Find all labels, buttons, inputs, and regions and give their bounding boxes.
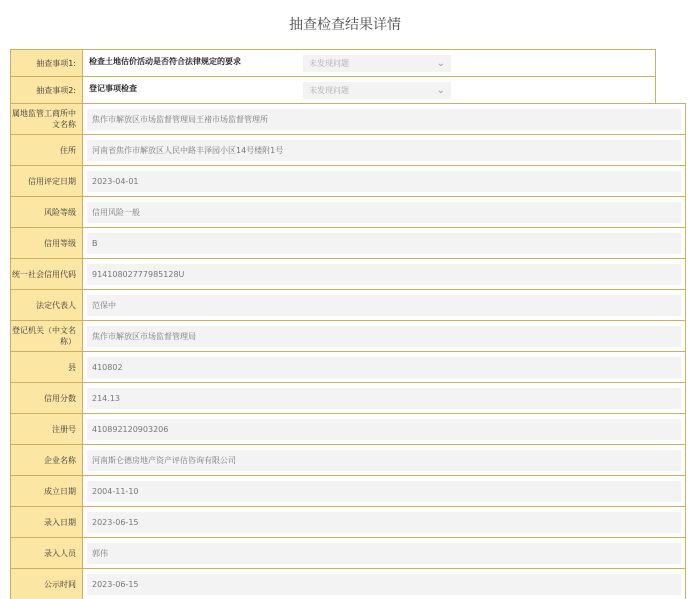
check-result-value: 未发现问题 <box>309 85 349 95</box>
detail-row <box>10 537 686 568</box>
detail-label: 成立日期 <box>11 476 83 506</box>
detail-value-cell <box>83 104 685 134</box>
detail-value-field: 郭伟 <box>87 543 681 564</box>
check-item-text: 检查土地估价活动是否符合法律规定的要求 <box>89 57 241 66</box>
detail-value-cell <box>83 259 685 289</box>
check-item-row-1 <box>10 49 656 76</box>
detail-value-field: 2023-06-15 <box>87 512 681 533</box>
detail-value-field: 焦作市解放区市场监督管理局王褚市场监督管理所 <box>87 109 681 130</box>
detail-value-field: B <box>87 233 681 254</box>
detail-label: 信用分数 <box>11 383 83 413</box>
detail-row <box>10 382 686 413</box>
detail-label: 信用评定日期 <box>11 166 83 196</box>
detail-row <box>10 320 686 351</box>
detail-value-cell <box>83 476 685 506</box>
detail-row <box>10 444 686 475</box>
detail-value-cell <box>83 228 685 258</box>
check-item-label: 抽查事项2: <box>11 77 83 103</box>
chevron-down-icon: ⌄ <box>436 84 445 96</box>
detail-value-field: 河南省焦作市解放区人民中路丰泽园小区14号楼附1号 <box>87 140 681 161</box>
detail-value-field: 河南斯仑德房地产资产评估咨询有限公司 <box>87 450 681 471</box>
check-result-select[interactable] <box>303 82 451 99</box>
detail-value-cell <box>83 135 685 165</box>
check-item-body <box>83 50 655 76</box>
check-item-text: 登记事项检查 <box>89 84 137 93</box>
detail-row <box>10 289 686 320</box>
detail-value-cell <box>83 290 685 320</box>
detail-value-field: 2023-06-15 <box>87 574 681 595</box>
detail-row <box>10 134 686 165</box>
detail-label: 登记机关（中文名称） <box>11 321 83 351</box>
detail-label: 企业名称 <box>11 445 83 475</box>
detail-label: 录入日期 <box>11 507 83 537</box>
page-title: 抽查检查结果详情 <box>289 17 401 33</box>
detail-label: 风险等级 <box>11 197 83 227</box>
detail-row <box>10 165 686 196</box>
detail-row <box>10 103 686 134</box>
detail-value-field: 410892120903206 <box>87 419 681 440</box>
detail-label: 注册号 <box>11 414 83 444</box>
check-result-value: 未发现问题 <box>309 58 349 68</box>
check-result-select[interactable] <box>303 55 451 72</box>
detail-value-cell <box>83 321 685 351</box>
detail-row <box>10 475 686 506</box>
check-item-label: 抽查事项1: <box>11 50 83 76</box>
detail-row <box>10 568 686 599</box>
detail-label: 公示时间 <box>11 569 83 599</box>
detail-value-field: 焦作市解放区市场监督管理局 <box>87 326 681 347</box>
detail-row <box>10 258 686 289</box>
detail-value-cell <box>83 414 685 444</box>
detail-row <box>10 196 686 227</box>
detail-row <box>10 413 686 444</box>
detail-label: 县 <box>11 352 83 382</box>
detail-value-cell <box>83 445 685 475</box>
detail-label: 信用等级 <box>11 228 83 258</box>
detail-value-field: 410802 <box>87 357 681 378</box>
detail-value-cell <box>83 538 685 568</box>
detail-value-cell <box>83 569 685 599</box>
detail-value-field: 范保中 <box>87 295 681 316</box>
detail-value-field: 214.13 <box>87 388 681 409</box>
check-item-body <box>83 77 655 103</box>
detail-label: 住所 <box>11 135 83 165</box>
detail-value-field: 2023-04-01 <box>87 171 681 192</box>
chevron-down-icon: ⌄ <box>436 57 445 69</box>
detail-label: 属地监管工商所中文名称 <box>11 104 83 134</box>
detail-label: 统一社会信用代码 <box>11 259 83 289</box>
detail-label: 录入人员 <box>11 538 83 568</box>
detail-value-cell <box>83 352 685 382</box>
detail-value-cell <box>83 507 685 537</box>
detail-row <box>10 227 686 258</box>
detail-value-field: 2004-11-10 <box>87 481 681 502</box>
detail-label: 法定代表人 <box>11 290 83 320</box>
detail-row <box>10 351 686 382</box>
detail-value-cell <box>83 197 685 227</box>
detail-value-cell <box>83 166 685 196</box>
detail-value-field: 信用风险一般 <box>87 202 681 223</box>
check-item-row-2 <box>10 76 656 103</box>
detail-row <box>10 506 686 537</box>
detail-value-field: 91410802777985128U <box>87 264 681 285</box>
detail-value-cell <box>83 383 685 413</box>
